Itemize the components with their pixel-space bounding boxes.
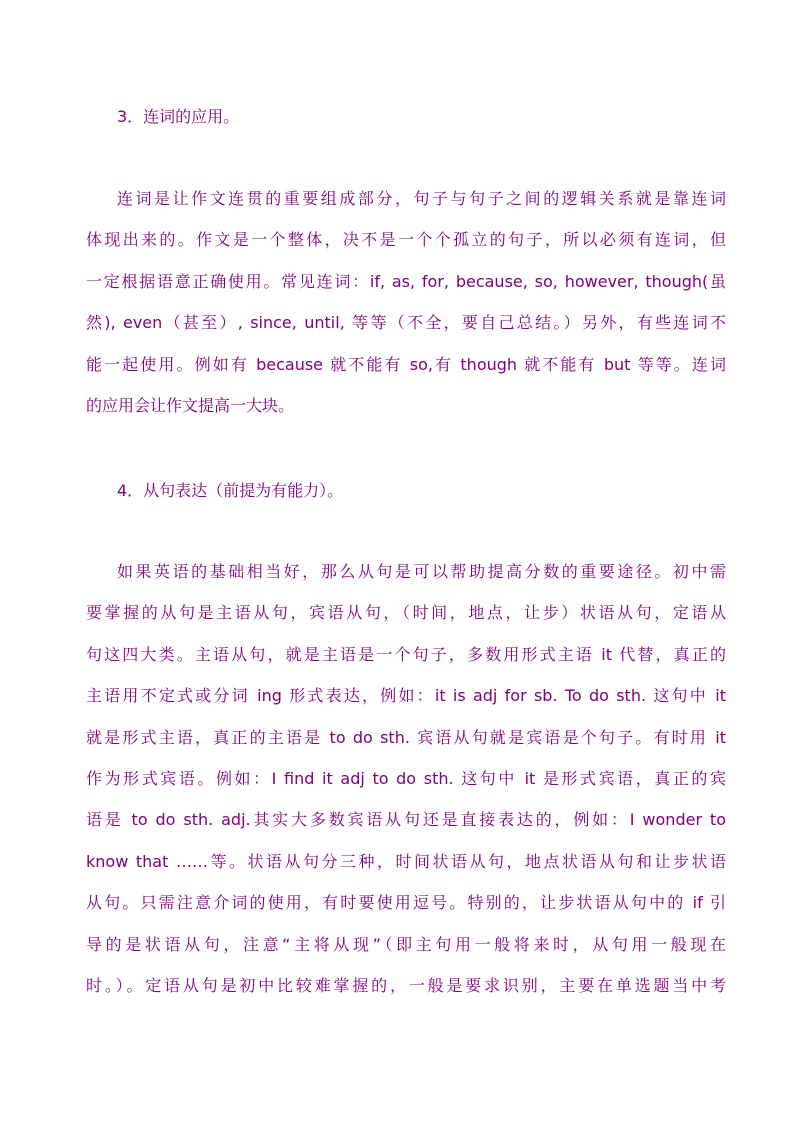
paragraph-line: 一定根据语意正确使用。常见连词：if, as, for, because, so, however, though(虽 <box>86 271 726 291</box>
paragraph-line: 体现出来的。作文是一个整体，决不是一个个孤立的句子，所以必须有连词，但 <box>86 230 726 250</box>
paragraph-line: know that ……等。状语从句分三种，时间状语从句，地点状语从句和让步状语 <box>86 851 726 871</box>
paragraph-line: 连词是让作文连贯的重要组成部分，句子与句子之间的逻辑关系就是靠连词 <box>117 189 726 208</box>
section-3-heading: 3．连词的应用。 <box>117 107 240 126</box>
paragraph-line: 作为形式宾语。例如：I find it adj to do sth. 这句中 it 是形式宾语，真正的宾 <box>86 768 726 788</box>
paragraph-line: 要掌握的从句是主语从句，宾语从句，（时间，地点，让步）状语从句，定语从 <box>86 603 726 623</box>
section-3-paragraph <box>86 178 726 426</box>
paragraph-line: 主语用不定式或分词 ing 形式表达，例如：it is adj for sb. To do sth. 这句中 it <box>86 686 726 706</box>
paragraph-line: 从句。只需注意介词的使用，有时要使用逗号。特别的，让步状语从句中的 if 引 <box>86 893 726 913</box>
paragraph-line: 能一起使用。例如有 because 就不能有 so,有 though 就不能有 but 等等。连词 <box>86 354 726 374</box>
section-4-heading: 4．从句表达（前提为有能力）。 <box>117 481 344 500</box>
paragraph-line: 的应用会让作文提高一大块。 <box>86 395 295 415</box>
paragraph-line: 导的是状语从句，注意“主将从现”（即主句用一般将来时，从句用一般现在 <box>86 934 726 954</box>
paragraph-line: 时。）。定语从句是初中比较难掌握的，一般是要求识别，主要在单选题当中考 <box>86 975 726 995</box>
section-4-paragraph <box>86 551 726 1006</box>
paragraph-line: 就是形式主语，真正的主语是 to do sth. 宾语从句就是宾语是个句子。有时用 it <box>86 727 726 747</box>
paragraph-line: 句这四大类。主语从句，就是主语是一个句子，多数用形式主语 it 代替，真正的 <box>86 644 726 664</box>
paragraph-line: 如果英语的基础相当好，那么从句是可以帮助提高分数的重要途径。初中需 <box>117 562 726 581</box>
paragraph-line: 然), even（甚至）, since, until, 等等（不全，要自己总结。）另外，有些连词不 <box>86 313 726 333</box>
paragraph-line: 语是 to do sth. adj.其实大多数宾语从句还是直接表达的，例如：I wonder to <box>86 810 726 830</box>
